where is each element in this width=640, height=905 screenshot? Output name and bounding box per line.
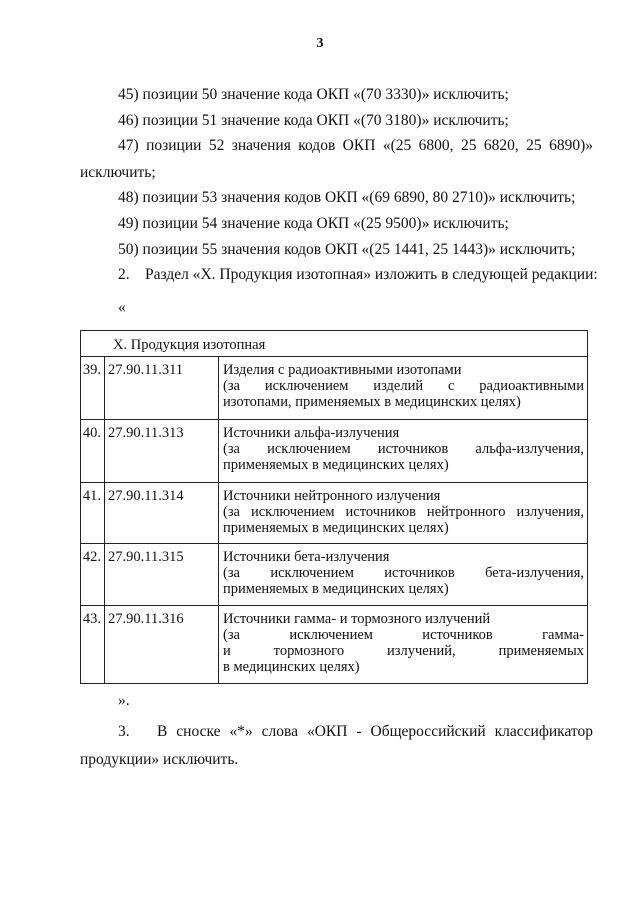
item-48: 48) позиции 53 значения кодов ОКП «(69 6890, 80 2710)» исключить; <box>118 189 576 206</box>
paragraph-3-line-2: продукции» исключить. <box>80 751 239 768</box>
row-code: 27.90.11.315 <box>105 544 219 606</box>
description-line: применяемых в медицинских целях) <box>223 457 449 473</box>
row-number: 42. <box>81 544 105 606</box>
row-description <box>219 606 588 684</box>
description-line: и тормозного излучений, применяемых <box>223 643 584 659</box>
description-line: в медицинских целях) <box>223 659 360 675</box>
table-row <box>81 544 588 606</box>
description-line: (за исключением источников альфа-излучения, <box>223 441 584 457</box>
row-number: 39. <box>81 357 105 420</box>
table-row <box>81 420 588 483</box>
table-row <box>81 606 588 684</box>
description-line: Источники гамма- и тормозного излучений <box>223 611 491 627</box>
description-line: (за исключением источников бета-излучения, <box>223 565 584 581</box>
row-number: 41. <box>81 483 105 544</box>
item-47-line-1: 47) позиции 52 значения кодов ОКП «(25 6800, 25 6820, 25 6890)» <box>118 137 593 154</box>
row-number: 43. <box>81 606 105 684</box>
row-description <box>219 483 588 544</box>
description-line: Изделия с радиоактивными изотопами <box>223 362 462 378</box>
page-number: 3 <box>316 36 324 51</box>
paragraph-2-number: 2. <box>118 266 130 283</box>
description-line: Источники бета-излучения <box>223 549 390 565</box>
item-47-line-2: исключить; <box>80 164 156 181</box>
row-code: 27.90.11.313 <box>105 420 219 483</box>
row-code: 27.90.11.314 <box>105 483 219 544</box>
table-row <box>81 357 588 420</box>
row-description <box>219 420 588 483</box>
item-45: 45) позиции 50 значение кода ОКП «(70 3330)» исключить; <box>118 86 509 103</box>
description-line: Источники альфа-излучения <box>223 425 400 441</box>
description-line: применяемых в медицинских целях) <box>223 581 449 597</box>
row-code: 27.90.11.316 <box>105 606 219 684</box>
row-code: 27.90.11.311 <box>105 357 219 420</box>
table-row <box>81 483 588 544</box>
description-line: (за исключением источников нейтронного излучения, <box>223 504 584 520</box>
paragraph-2-text: Раздел «X. Продукция изотопная» изложить в следующей редакции: <box>145 266 598 283</box>
table-header: X. Продукция изотопная <box>81 331 588 357</box>
row-description <box>219 544 588 606</box>
product-table <box>80 330 588 684</box>
description-line: изотопами, применяемых в медицинских целях) <box>223 394 521 410</box>
item-50: 50) позиции 55 значения кодов ОКП «(25 1441, 25 1443)» исключить; <box>118 241 576 258</box>
closing-quote: ». <box>118 692 130 709</box>
description-line: (за исключением изделий с радиоактивными <box>223 378 584 394</box>
row-number: 40. <box>81 420 105 483</box>
opening-quote: « <box>118 299 126 316</box>
item-49: 49) позиции 54 значение кода ОКП «(25 9500)» исключить; <box>118 215 509 232</box>
description-line: (за исключением источников гамма- <box>223 627 584 643</box>
table-header-row <box>81 331 588 357</box>
description-line: Источники нейтронного излучения <box>223 488 441 504</box>
item-46: 46) позиции 51 значение кода ОКП «(70 3180)» исключить; <box>118 112 509 129</box>
paragraph-3-number: 3. <box>118 723 130 740</box>
paragraph-3-line-1: В сноске «*» слова «ОКП - Общероссийский классификатор <box>157 723 593 740</box>
description-line: применяемых в медицинских целях) <box>223 520 449 536</box>
row-description <box>219 357 588 420</box>
